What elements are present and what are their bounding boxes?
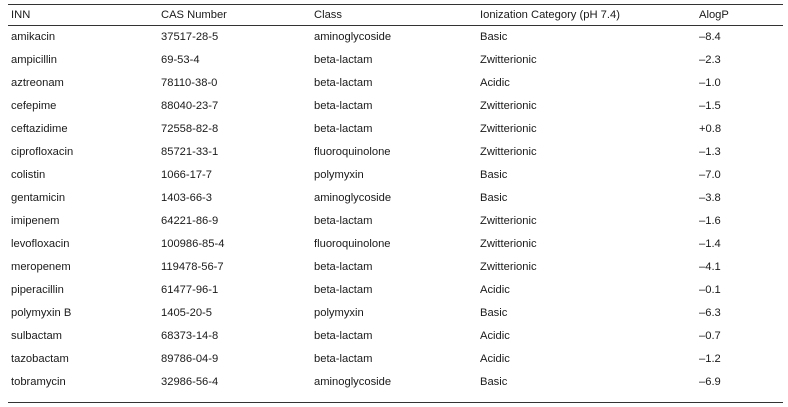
cell-ionization-category: Acidic: [480, 329, 510, 342]
cell-cas-number: 1405-20-5: [161, 306, 213, 319]
cell-alogp: –1.2: [699, 352, 721, 365]
cell-alogp: +0.8: [699, 122, 722, 135]
cell-class: beta-lactam: [314, 329, 373, 342]
cell-inn: tobramycin: [11, 375, 66, 388]
cell-ionization-category: Zwitterionic: [480, 53, 537, 66]
cell-alogp: –1.0: [699, 76, 721, 89]
table-row: [8, 370, 783, 393]
cell-ionization-category: Basic: [480, 168, 508, 181]
cell-inn: imipenem: [11, 214, 60, 227]
table-row: [8, 48, 783, 71]
table-row: [8, 301, 783, 324]
cell-alogp: –6.9: [699, 375, 721, 388]
cell-inn: gentamicin: [11, 191, 66, 204]
cell-ionization-category: Basic: [480, 306, 508, 319]
cell-inn: ceftazidime: [11, 122, 68, 135]
cell-alogp: –0.1: [699, 283, 721, 296]
cell-cas-number: 100986-85-4: [161, 237, 225, 250]
cell-alogp: –3.8: [699, 191, 721, 204]
cell-cas-number: 64221-86-9: [161, 214, 219, 227]
table-header: [8, 6, 783, 25]
table-row: [8, 255, 783, 278]
cell-class: beta-lactam: [314, 214, 373, 227]
header-ionization-category: Ionization Category (pH 7.4): [477, 6, 696, 25]
table-row: [8, 163, 783, 186]
table-row: [8, 117, 783, 140]
cell-class: beta-lactam: [314, 99, 373, 112]
table-row: [8, 71, 783, 94]
cell-class: beta-lactam: [314, 260, 373, 273]
cell-class: aminoglycoside: [314, 375, 392, 388]
cell-class: beta-lactam: [314, 122, 373, 135]
cell-class: fluoroquinolone: [314, 145, 391, 158]
cell-inn: ciprofloxacin: [11, 145, 74, 158]
cell-ionization-category: Zwitterionic: [480, 122, 537, 135]
cell-inn: polymyxin B: [11, 306, 72, 319]
cell-class: beta-lactam: [314, 53, 373, 66]
table-row: [8, 186, 783, 209]
table-top-rule: [8, 4, 783, 5]
antibiotic-properties-table: [8, 6, 783, 393]
cell-class: beta-lactam: [314, 352, 373, 365]
cell-cas-number: 119478-56-7: [161, 260, 224, 273]
cell-class: fluoroquinolone: [314, 237, 391, 250]
cell-cas-number: 37517-28-5: [161, 30, 219, 43]
cell-inn: sulbactam: [11, 329, 62, 342]
cell-alogp: –1.5: [699, 99, 721, 112]
cell-cas-number: 68373-14-8: [161, 329, 219, 342]
table-row: [8, 232, 783, 255]
cell-class: beta-lactam: [314, 76, 373, 89]
cell-alogp: –1.6: [699, 214, 721, 227]
cell-alogp: –8.4: [699, 30, 721, 43]
header-alogp: AlogP: [696, 6, 783, 25]
cell-inn: colistin: [11, 168, 46, 181]
cell-alogp: –7.0: [699, 168, 721, 181]
cell-ionization-category: Zwitterionic: [480, 237, 537, 250]
table-row: [8, 209, 783, 232]
cell-ionization-category: Acidic: [480, 283, 510, 296]
cell-ionization-category: Zwitterionic: [480, 99, 537, 112]
cell-ionization-category: Basic: [480, 191, 508, 204]
cell-cas-number: 69-53-4: [161, 53, 200, 66]
cell-inn: aztreonam: [11, 76, 64, 89]
cell-cas-number: 1403-66-3: [161, 191, 213, 204]
cell-inn: levofloxacin: [11, 237, 70, 250]
cell-class: aminoglycoside: [314, 30, 392, 43]
cell-ionization-category: Zwitterionic: [480, 260, 537, 273]
cell-alogp: –4.1: [699, 260, 721, 273]
table-row: [8, 25, 783, 48]
cell-inn: amikacin: [11, 30, 56, 43]
table-body: [8, 25, 783, 393]
cell-alogp: –1.4: [699, 237, 721, 250]
cell-cas-number: 78110-38-0: [161, 76, 218, 89]
cell-class: aminoglycoside: [314, 191, 392, 204]
cell-alogp: –1.3: [699, 145, 721, 158]
cell-class: beta-lactam: [314, 283, 373, 296]
cell-cas-number: 89786-04-9: [161, 352, 219, 365]
cell-cas-number: 1066-17-7: [161, 168, 213, 181]
cell-alogp: –6.3: [699, 306, 721, 319]
cell-inn: piperacillin: [11, 283, 64, 296]
table-bottom-rule: [8, 402, 783, 403]
header-class: Class: [311, 6, 477, 25]
cell-ionization-category: Acidic: [480, 352, 510, 365]
cell-ionization-category: Acidic: [480, 76, 510, 89]
cell-alogp: –0.7: [699, 329, 721, 342]
cell-cas-number: 61477-96-1: [161, 283, 219, 296]
cell-ionization-category: Zwitterionic: [480, 145, 537, 158]
table-row: [8, 94, 783, 117]
cell-class: polymyxin: [314, 168, 364, 181]
cell-ionization-category: Basic: [480, 30, 508, 43]
cell-inn: tazobactam: [11, 352, 69, 365]
table-row: [8, 278, 783, 301]
cell-inn: cefepime: [11, 99, 57, 112]
cell-alogp: –2.3: [699, 53, 721, 66]
table-row: [8, 140, 783, 163]
table-row: [8, 324, 783, 347]
cell-class: polymyxin: [314, 306, 364, 319]
header-cas-number: CAS Number: [158, 6, 311, 25]
table-row: [8, 347, 783, 370]
cell-cas-number: 32986-56-4: [161, 375, 219, 388]
cell-cas-number: 85721-33-1: [161, 145, 219, 158]
cell-inn: ampicillin: [11, 53, 58, 66]
header-row: [8, 6, 783, 25]
cell-ionization-category: Basic: [480, 375, 508, 388]
cell-ionization-category: Zwitterionic: [480, 214, 537, 227]
cell-inn: meropenem: [11, 260, 71, 273]
cell-cas-number: 88040-23-7: [161, 99, 219, 112]
cell-cas-number: 72558-82-8: [161, 122, 219, 135]
header-inn: INN: [8, 6, 158, 25]
